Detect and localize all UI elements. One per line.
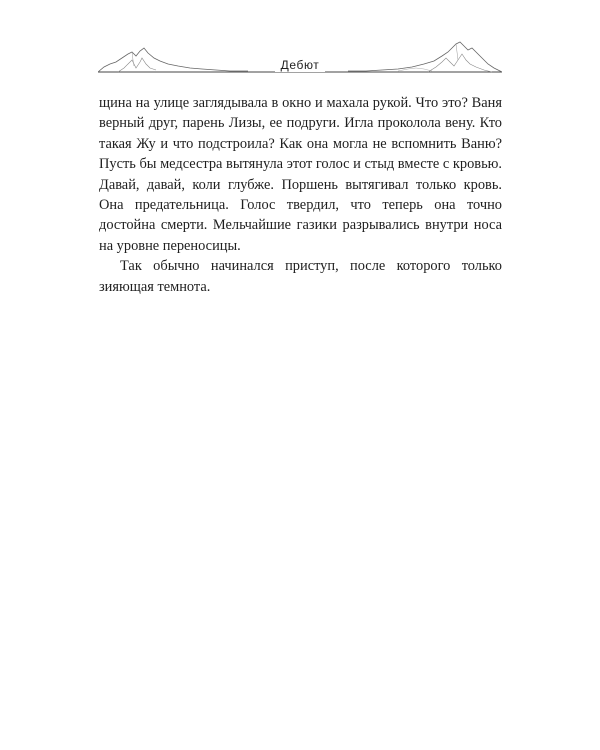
body-text xyxy=(99,93,502,297)
paragraph: Так обычно начинался приступ, после которого только зияющая темнота. xyxy=(99,258,502,295)
running-title xyxy=(98,58,502,72)
running-title-text: Дебют xyxy=(275,58,326,72)
paragraph-continued: щина на улице заглядывала в окно и махала рукой. Что это? Ваня верный друг, парень Лизы, ее подруги. Игла проколола вену. Кто такая Жу и что подстроила? Как она могла не вспомнить Ваню? Пусть бы медсестра вытянула этот голос и стыд вместе с кровью. Давай, давай, коли глубже. Поршень вытягивал только кровь. Она предательница. Голос твердил, что теперь она точно достойна смерти. Мельчайшие газики разрывались внутри носа на уровне переносицы. xyxy=(99,95,502,254)
page-header xyxy=(98,34,502,82)
